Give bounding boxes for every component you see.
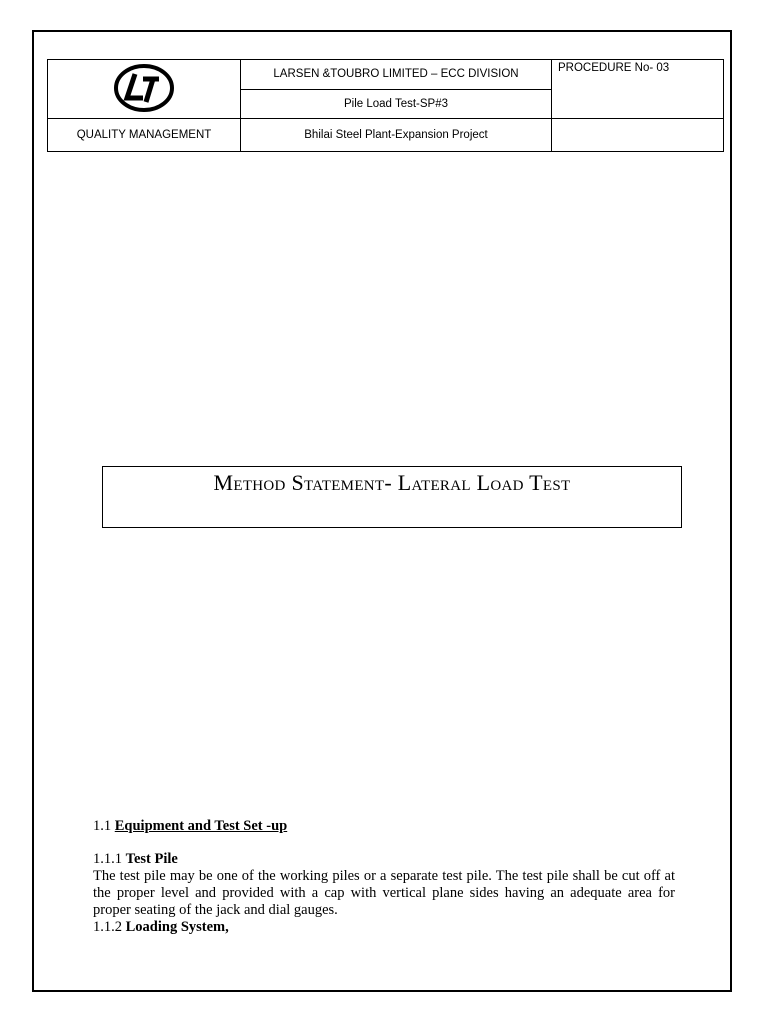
department-cell [48, 119, 241, 152]
paragraph-test-pile: The test pile may be one of the working piles or a separate test pile. The test pile shall be cut off at the proper level and provided with a cap with vertical plane sides having an adequate area for proper seating of the jack and dial gauges. [93, 868, 675, 918]
company-name: LARSEN &TOUBRO LIMITED – ECC DIVISION [273, 68, 519, 81]
header-table [47, 59, 724, 152]
document-title: Method Statement- Lateral Load Test [213, 470, 571, 495]
section-heading: Equipment and Test Set -up [114, 818, 288, 834]
document-title-box [102, 466, 682, 528]
section-1-1-2 [93, 919, 675, 936]
subsection-heading: Loading System, [125, 919, 229, 935]
body-content [93, 818, 675, 936]
subsection-heading: Test Pile [125, 851, 178, 867]
section-number: 1.1 [93, 818, 112, 834]
procedure-cell [552, 60, 724, 119]
project-cell [241, 119, 552, 152]
procedure-number: PROCEDURE No- 03 [558, 62, 670, 74]
subsection-number: 1.1.2 [93, 919, 122, 935]
section-1-1-1 [93, 851, 675, 868]
subtitle-cell [241, 89, 552, 119]
subsection-number: 1.1.1 [93, 851, 122, 867]
logo-cell [48, 60, 241, 119]
section-1-1 [93, 818, 675, 835]
lt-logo-icon [113, 62, 175, 114]
document-subtitle: Pile Load Test-SP#3 [344, 97, 448, 110]
company-cell [241, 60, 552, 90]
department-label: QUALITY MANAGEMENT [76, 129, 212, 141]
empty-cell [552, 119, 724, 152]
project-name: Bhilai Steel Plant-Expansion Project [304, 129, 488, 141]
